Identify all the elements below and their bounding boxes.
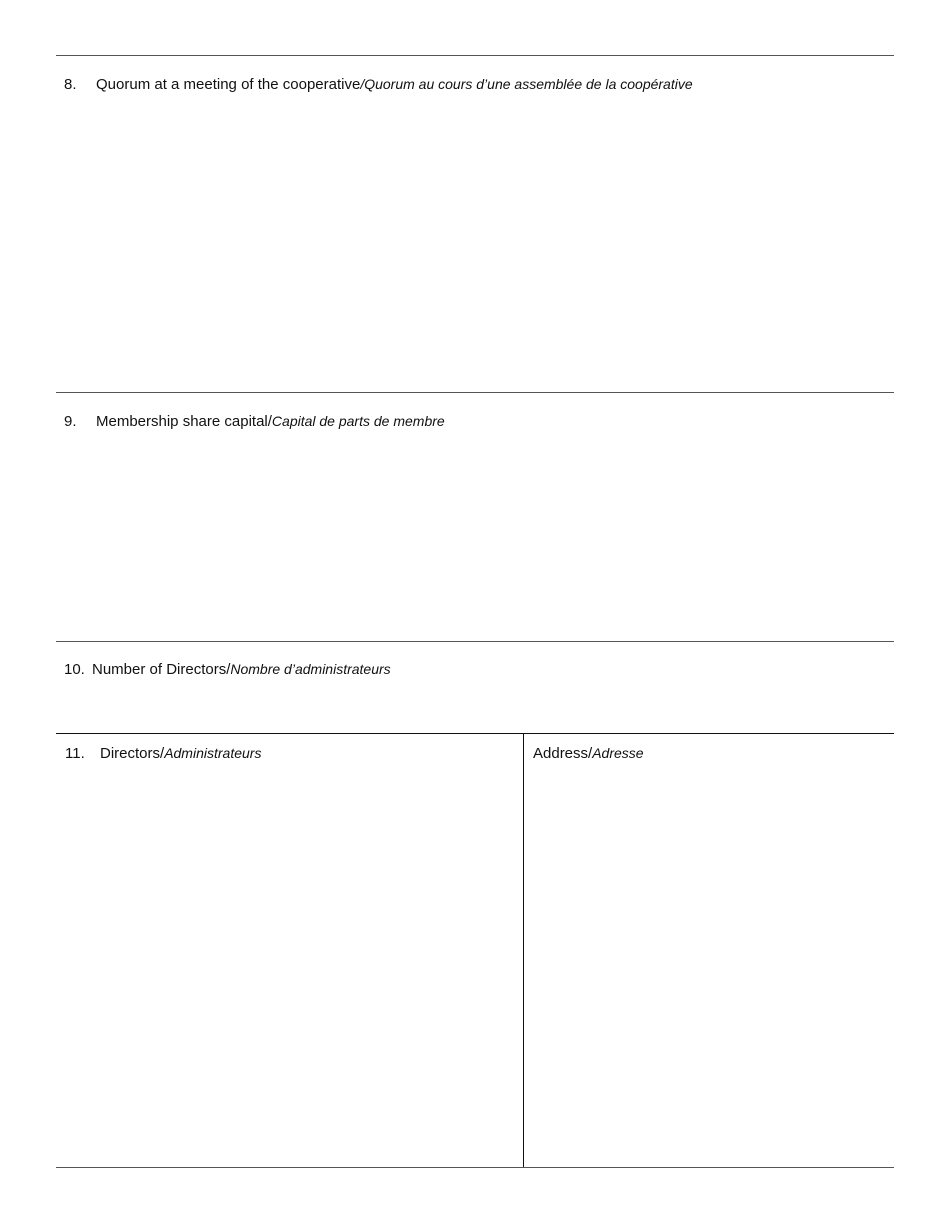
num-directors-label-fr: Nombre d’administrateurs [230,661,391,677]
num-directors-label [64,660,391,679]
column-divider [523,733,524,1167]
quorum-label-fr: /Quorum au cours d’une assemblée de la coopérative [360,76,693,92]
quorum-label [64,75,693,94]
quorum-field[interactable] [56,100,894,388]
directors-number: 11. [65,745,85,762]
share-capital-label-en: Membership share capital/ [96,413,272,430]
address-label [533,744,644,763]
num-directors-label-en: Number of Directors/ [92,661,231,678]
quorum-number: 8. [64,76,77,93]
section-divider-11 [56,733,894,734]
directors-label-en: Directors/ [100,745,165,762]
quorum-label-en: Quorum at a meeting of the cooperative [96,76,361,93]
directors-field[interactable] [56,768,522,1166]
num-directors-number: 10. [64,661,85,678]
address-label-fr: Adresse [592,745,644,761]
address-field[interactable] [526,768,894,1166]
share-capital-label [64,412,445,431]
directors-label [65,744,261,763]
section-divider-top [56,55,894,56]
share-capital-label-fr: Capital de parts de membre [271,413,445,429]
section-divider-10 [56,641,894,642]
address-label-en: Address/ [533,745,593,762]
directors-label-fr: Administrateurs [164,745,262,761]
share-capital-field[interactable] [56,437,894,637]
num-directors-field[interactable] [56,682,894,730]
share-capital-number: 9. [64,413,77,430]
section-divider-9 [56,392,894,393]
section-divider-bottom [56,1167,894,1168]
